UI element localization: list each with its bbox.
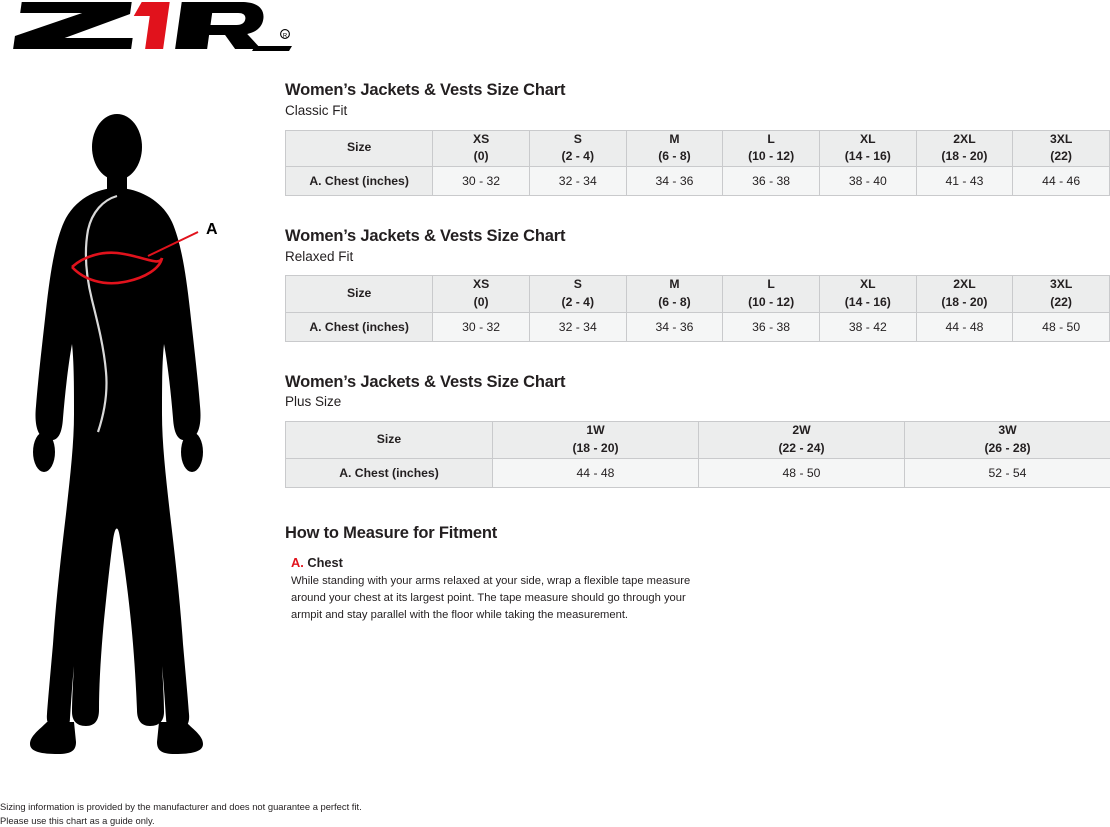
chart-title: Women’s Jackets & Vests Size Chart bbox=[285, 226, 566, 245]
table-header-row bbox=[286, 130, 1110, 166]
row-label-chest: A. Chest (inches) bbox=[286, 458, 493, 487]
chart-subtitle: Plus Size bbox=[285, 394, 342, 410]
figure-callout-a: A bbox=[206, 221, 218, 238]
size-table bbox=[285, 421, 1110, 487]
table-header-row bbox=[286, 276, 1110, 312]
cell-chest-2w: 48 - 50 bbox=[699, 458, 905, 487]
cell-chest-2xl: 41 - 43 bbox=[916, 166, 1013, 195]
measurement-figure bbox=[0, 104, 265, 764]
header-cell-xl: XL (14 - 16) bbox=[819, 276, 916, 312]
disclaimer-line-1: Sizing information is provided by the manufacturer and does not guarantee a perfect fit. bbox=[0, 801, 362, 812]
cell-chest-l: 36 - 38 bbox=[723, 166, 820, 195]
chart-subtitle: Relaxed Fit bbox=[285, 248, 354, 264]
header-cell-m: M (6 - 8) bbox=[626, 130, 723, 166]
brand-logo bbox=[0, 0, 300, 52]
table-header-row bbox=[286, 422, 1110, 458]
table-row bbox=[286, 166, 1110, 195]
chart-title: Women’s Jackets & Vests Size Chart bbox=[285, 81, 566, 99]
cell-chest-m: 34 - 36 bbox=[626, 312, 723, 341]
header-cell-s: S (2 - 4) bbox=[529, 130, 626, 166]
disclaimer-line-2: Please use this chart as a guide only. bbox=[0, 814, 155, 826]
measure-item-chest bbox=[285, 555, 1110, 625]
header-cell-m: M (6 - 8) bbox=[626, 276, 723, 312]
header-cell-size: Size bbox=[286, 422, 493, 458]
registered-mark: R bbox=[282, 33, 288, 40]
header-cell-size: Size bbox=[286, 276, 433, 312]
measure-letter: A. bbox=[291, 554, 304, 570]
cell-chest-3xl: 44 - 46 bbox=[1013, 166, 1110, 195]
cell-chest-3w: 52 - 54 bbox=[905, 458, 1110, 487]
z1r-logo-icon bbox=[0, 0, 300, 52]
cell-chest-s: 32 - 34 bbox=[529, 166, 626, 195]
header-cell-size: Size bbox=[286, 130, 433, 166]
header-cell-3xl: 3XL (22) bbox=[1013, 130, 1110, 166]
header-cell-xl: XL (14 - 16) bbox=[819, 130, 916, 166]
cell-chest-xs: 30 - 32 bbox=[433, 312, 530, 341]
header-cell-2w: 2W (22 - 24) bbox=[699, 422, 905, 458]
female-silhouette-icon bbox=[0, 104, 265, 764]
chart-subtitle: Classic Fit bbox=[285, 102, 348, 118]
cell-chest-3xl: 48 - 50 bbox=[1013, 312, 1110, 341]
measure-item-title bbox=[291, 555, 1110, 570]
cell-chest-2xl: 44 - 48 bbox=[916, 312, 1013, 341]
row-label-chest: A. Chest (inches) bbox=[286, 312, 433, 341]
measure-description: While standing with your arms relaxed at your side, wrap a flexible tape measure around your chest at its largest point. The tape measure should go through your armpit and stay parallel with the floor while taking the measurement. bbox=[291, 574, 691, 622]
header-cell-1w: 1W (18 - 20) bbox=[493, 422, 699, 458]
cell-chest-xl: 38 - 42 bbox=[819, 312, 916, 341]
header-cell-l: L (10 - 12) bbox=[723, 130, 820, 166]
cell-chest-l: 36 - 38 bbox=[723, 312, 820, 341]
table-row bbox=[286, 312, 1110, 341]
header-cell-2xl: 2XL (18 - 20) bbox=[916, 276, 1013, 312]
header-cell-xs: XS (0) bbox=[433, 130, 530, 166]
header-cell-3xl: 3XL (22) bbox=[1013, 276, 1110, 312]
cell-chest-xs: 30 - 32 bbox=[433, 166, 530, 195]
cell-chest-xl: 38 - 40 bbox=[819, 166, 916, 195]
how-to-measure-section bbox=[285, 524, 1110, 625]
size-chart-classic-fit bbox=[285, 80, 1110, 196]
header-cell-2xl: 2XL (18 - 20) bbox=[916, 130, 1013, 166]
cell-chest-s: 32 - 34 bbox=[529, 312, 626, 341]
content-column bbox=[285, 80, 1110, 625]
header-cell-3w: 3W (26 - 28) bbox=[905, 422, 1110, 458]
disclaimer-footer bbox=[0, 800, 1110, 827]
size-table bbox=[285, 275, 1110, 341]
row-label-chest: A. Chest (inches) bbox=[286, 166, 433, 195]
table-row bbox=[286, 458, 1110, 487]
chart-title: Women’s Jackets & Vests Size Chart bbox=[285, 372, 566, 391]
measure-name: Chest bbox=[307, 554, 343, 570]
how-to-measure-heading: How to Measure for Fitment bbox=[285, 523, 498, 542]
size-chart-relaxed-fit bbox=[285, 226, 1110, 342]
header-cell-l: L (10 - 12) bbox=[723, 276, 820, 312]
size-chart-plus-size bbox=[285, 372, 1110, 488]
header-cell-xs: XS (0) bbox=[433, 276, 530, 312]
size-table bbox=[285, 130, 1110, 196]
header-cell-s: S (2 - 4) bbox=[529, 276, 626, 312]
cell-chest-m: 34 - 36 bbox=[626, 166, 723, 195]
cell-chest-1w: 44 - 48 bbox=[493, 458, 699, 487]
